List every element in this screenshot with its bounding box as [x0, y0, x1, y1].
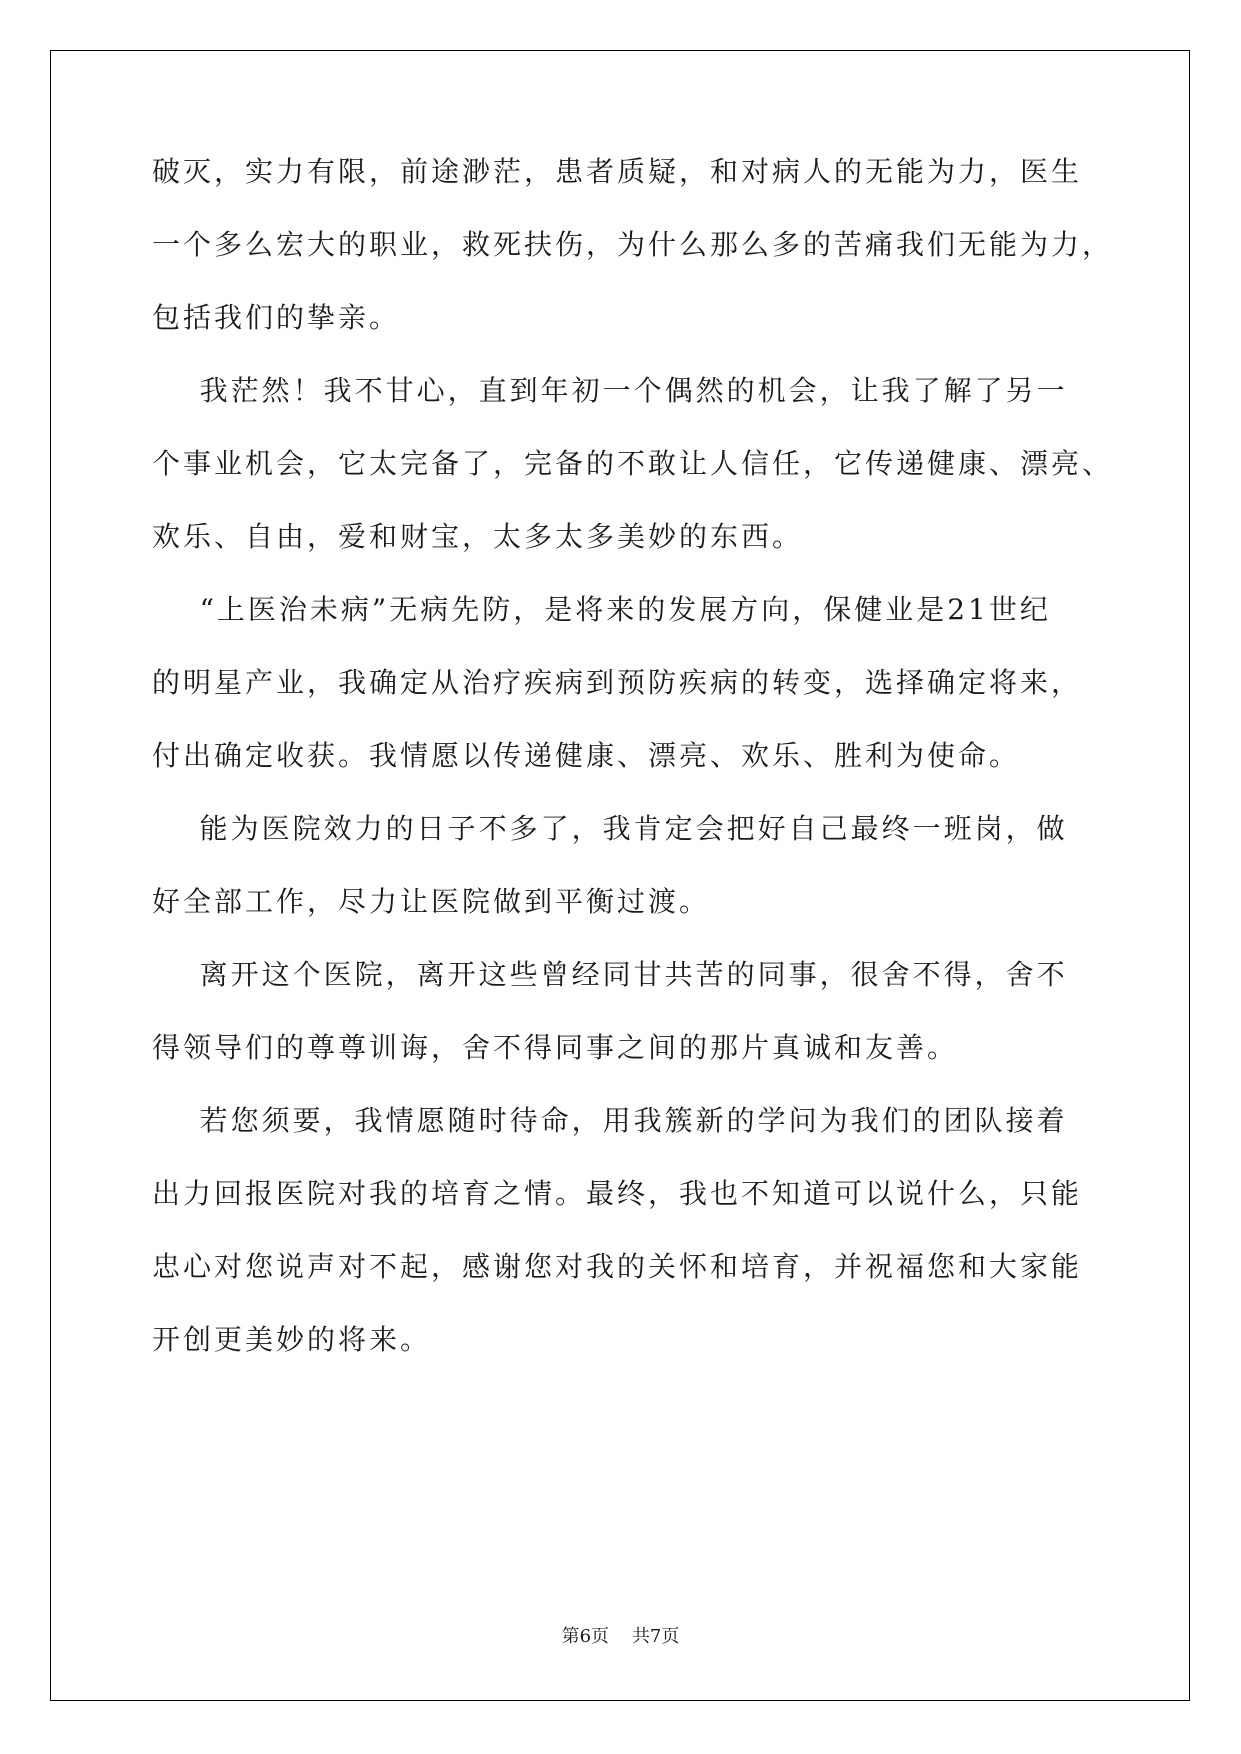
- page-number-total: 共7页: [631, 1626, 680, 1647]
- text-line-2: 一个多么宏大的职业，救死扶伤，为什么那么多的苦痛我们无能为力，: [152, 228, 1114, 261]
- text-line-7: “上医治未病”无病先防，是将来的发展方向，保健业是21世纪: [152, 593, 1051, 626]
- text-line-3: 包括我们的挚亲。: [152, 301, 401, 334]
- text-line-17: 开创更美妙的将来。: [152, 1323, 432, 1356]
- text-line-5: 个事业机会，它太完备了，完备的不敢让人信任，它传递健康、漂亮、: [152, 447, 1114, 480]
- text-line-14: 若您须要，我情愿随时待命，用我簇新的学问为我们的团队接着: [152, 1104, 1068, 1137]
- text-line-16: 忠心对您说声对不起，感谢您对我的关怀和培育，并祝福您和大家能: [152, 1250, 1083, 1283]
- text-line-11: 好全部工作，尽力让医院做到平衡过渡。: [152, 885, 711, 918]
- text-line-12: 离开这个医院，离开这些曾经同甘共苦的同事，很舍不得，舍不: [152, 958, 1068, 991]
- text-line-9: 付出确定收获。我情愿以传递健康、漂亮、欢乐、胜利为使命。: [152, 739, 1021, 772]
- text-line-15: 出力回报医院对我的培育之情。最终，我也不知道可以说什么，只能: [152, 1177, 1083, 1210]
- page-border: [50, 50, 1190, 1701]
- text-line-10: 能为医院效力的日子不多了，我肯定会把好自己最终一班岗，做: [152, 812, 1068, 845]
- text-line-8: 的明星产业，我确定从治疗疾病到预防疾病的转变，选择确定将来，: [152, 666, 1083, 699]
- page-number-current: 第6页: [561, 1626, 610, 1647]
- page-footer: [0, 1622, 1241, 1648]
- text-line-1: 破灭，实力有限，前途渺茫，患者质疑，和对病人的无能为力，医生: [152, 155, 1083, 188]
- text-line-13: 得领导们的尊尊训诲，舍不得同事之间的那片真诚和友善。: [152, 1031, 959, 1064]
- text-line-4: 我茫然！我不甘心，直到年初一个偶然的机会，让我了解了另一: [152, 374, 1068, 407]
- text-line-6: 欢乐、自由，爱和财宝，太多太多美妙的东西。: [152, 520, 804, 553]
